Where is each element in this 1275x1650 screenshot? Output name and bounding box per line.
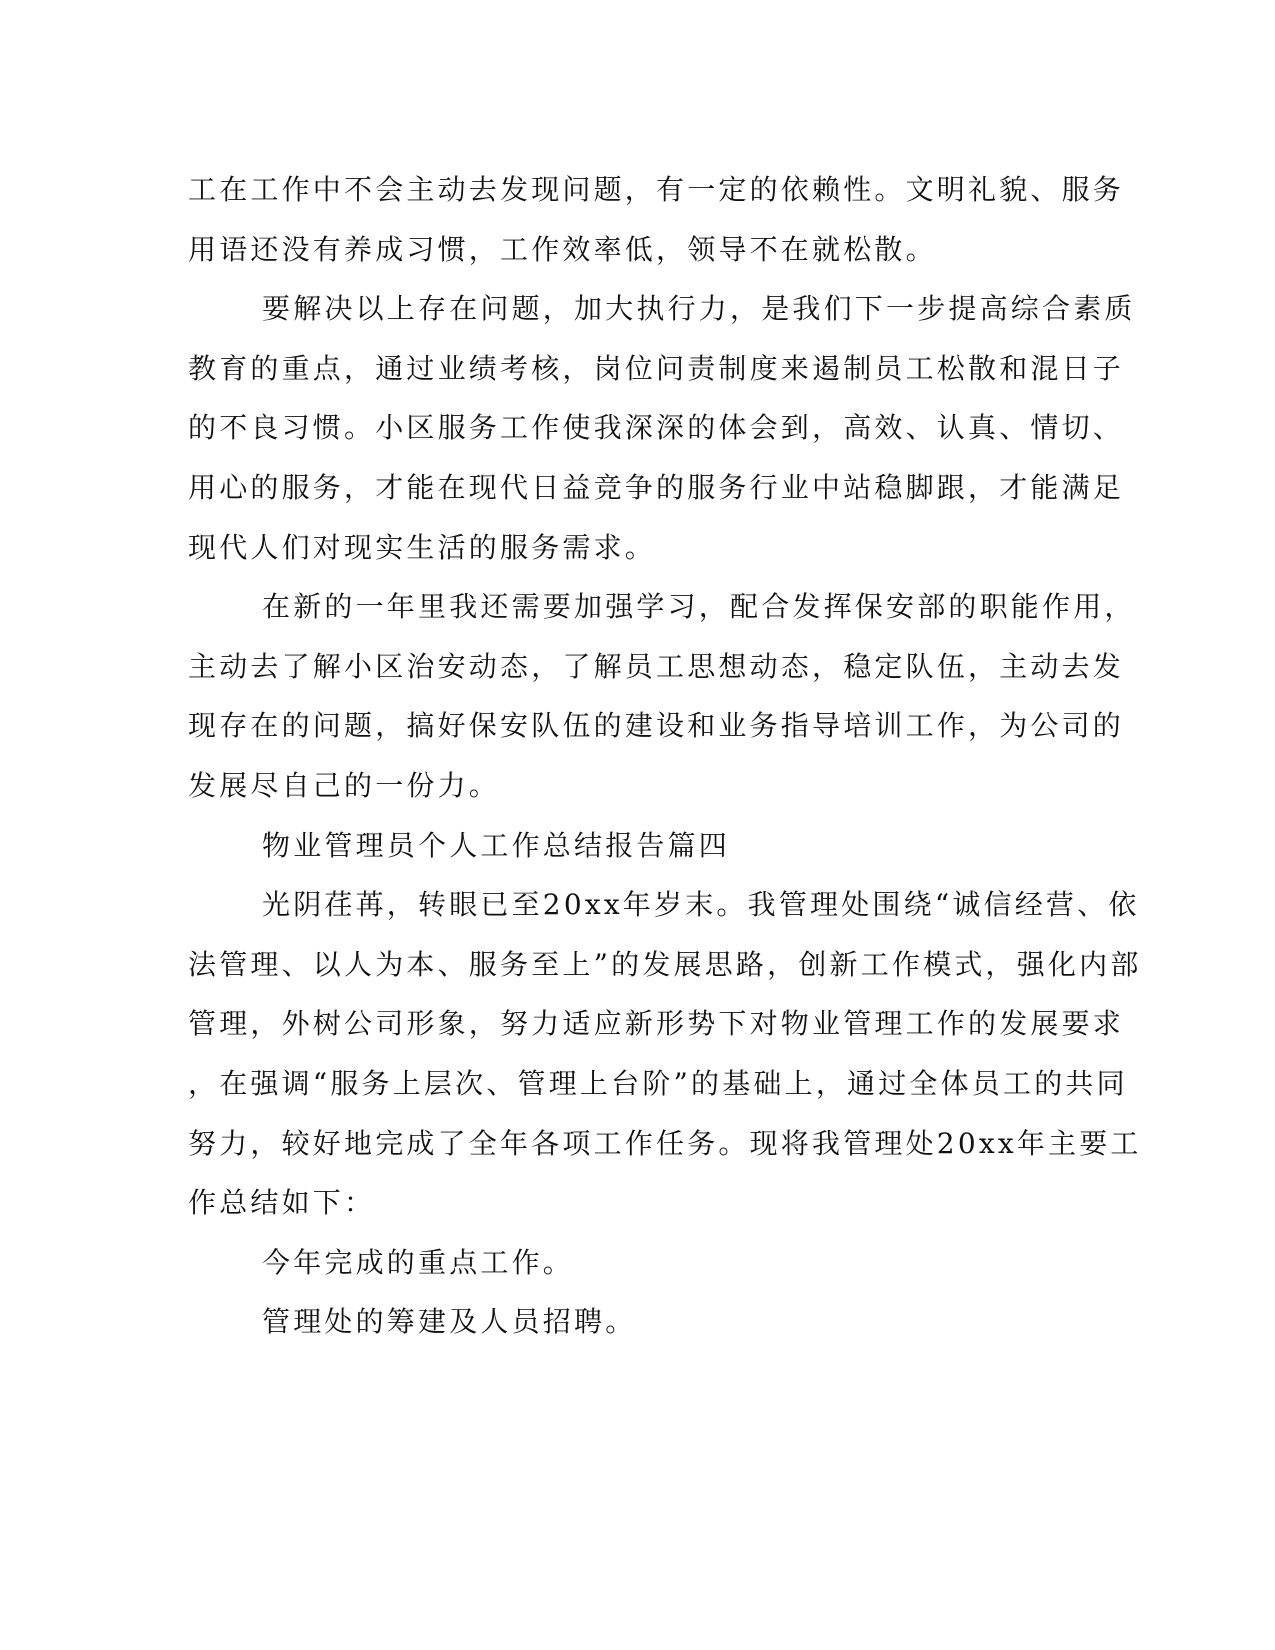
paragraph-first-line: 今年完成的重点工作。 [262,1245,575,1279]
text-line: 用语还没有养成习惯，工作效率低，领导不在就松散。 [188,232,937,266]
text-line: 现存在的问题，搞好保安队伍的建设和业务指导培训工作，为公司的 [188,709,1125,743]
paragraph-first-line: 光阴荏苒，转眼已至20xx年岁末。我管理处围绕“诚信经营、依 [262,888,1140,922]
paragraph-first-line: 在新的一年里我还需要加强学习，配合发挥保安部的职能作用， [262,590,1136,624]
text-line: 主动去了解小区治安动态，了解员工思想动态，稳定队伍，主动去发 [188,649,1125,683]
text-line: ，在强调“服务上层次、管理上台阶”的基础上，通过全体员工的共同 [188,1066,1128,1100]
text-line: 的不良习惯。小区服务工作使我深深的体会到，高效、认真、情切、 [188,411,1125,445]
text-line: 努力，较好地完成了全年各项工作任务。现将我管理处20xx年主要工 [188,1126,1142,1160]
text-line: 管理，外树公司形象，努力适应新形势下对物业管理工作的发展要求 [188,1007,1125,1041]
text-line: 用心的服务，才能在现代日益竞争的服务行业中站稳脚跟，才能满足 [188,470,1125,504]
paragraph-first-line: 管理处的筹建及人员招聘。 [262,1305,637,1339]
paragraph-first-line: 要解决以上存在问题，加大执行力，是我们下一步提高综合素质 [262,292,1136,326]
text-line: 法管理、以人为本、服务至上”的发展思路，创新工作模式，强化内部 [188,947,1142,981]
body-text [188,160,1142,1352]
section-heading: 物业管理员个人工作总结报告篇四 [262,828,731,862]
text-line: 教育的重点，通过业绩考核，岗位问责制度来遏制员工松散和混日子 [188,351,1125,385]
text-line: 工在工作中不会主动去发现问题，有一定的依赖性。文明礼貌、服务 [188,173,1125,206]
text-line: 发展尽自己的一份力。 [188,768,501,802]
text-line: 现代人们对现实生活的服务需求。 [188,530,657,564]
text-line: 作总结如下： [188,1186,376,1220]
